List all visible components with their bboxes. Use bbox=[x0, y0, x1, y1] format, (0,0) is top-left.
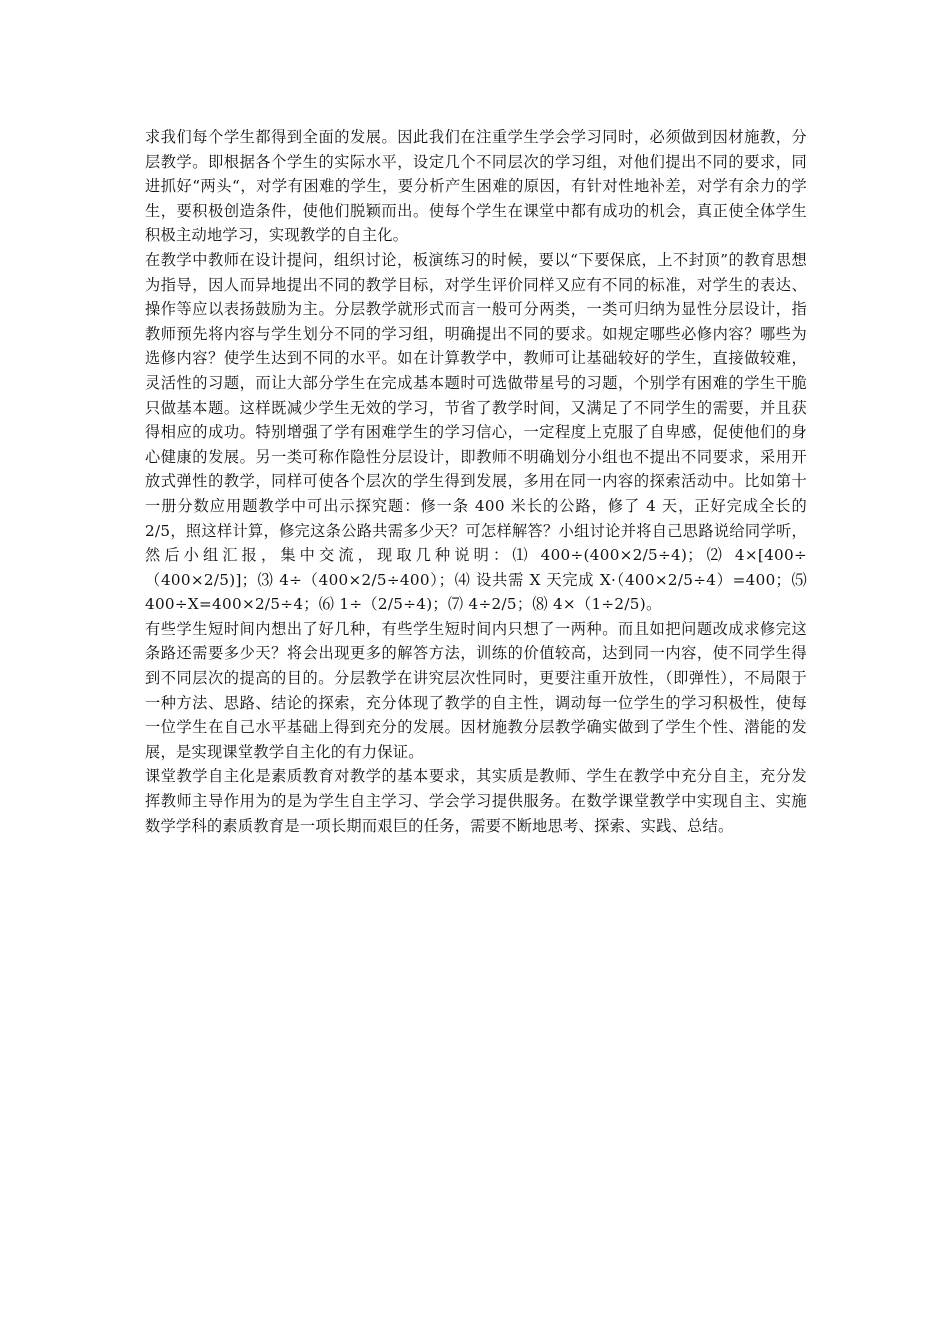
paragraph-layered-design-methods: 在教学中教师在设计提问，组织讨论，板演练习的时候，要以“下要保底，上不封顶”的教育思想为指导，因人而异地提出不同的教学目标，对学生评价同样又应有不同的标准，对学生的表达、操作等应以表扬鼓励为主。分层教学就形式而言一般可分两类，一类可归纳为显性分层设计，指教师预先将内容与学生划分不同的学习组，明确提出不同的要求。如规定哪些必修内容？哪些为选修内容？使学生达到不同的水平。如在计算教学中，教师可让基础较好的学生，直接做较难，灵活性的习题，而让大部分学生在完成基本题时可选做带星号的习题，个别学有困难的学生干脆只做基本题。这样既减少学生无效的学习，节省了教学时间，又满足了不同学生的需要，并且获得相应的成功。特别增强了学有困难学生的学习信心，一定程度上克服了自卑感，促使他们的身心健康的发展。另一类可称作隐性分层设计，即教师不明确划分小组也不提出不同要求，采用开放式弹性的教学，同样可使各个层次的学生得到发展，多用在同一内容的探索活动中。比如第十一册分数应用题教学中可出示探究题：修一条 400 米长的公路，修了 4 天，正好完成全长的 2/5，照这样计算，修完这条公路共需多少天？可怎样解答？小组讨论并将自己思路说给同学听，然后小组汇报，集中交流，现取几种说明：⑴ 400÷(400×2/5÷4)；⑵ 4×[400÷（400×2/5)]；⑶ 4÷（400×2/5÷400）；⑷ 设共需 X 天完成 X·（400×2/5÷4）=400；⑸ 400÷X=400×2/5÷4；⑹ 1÷（2/5÷4)；⑺ 4÷2/5；⑻ 4×（1÷2/5)。 bbox=[145, 250, 807, 614]
paragraph-open-solutions-benefits: 有些学生短时间内想出了好几种，有些学生短时间内只想了一两种。而且如把问题改成求修完这条路还需要多少天？将会出现更多的解答方法，训练的价值较高，达到同一内容，使不同学生得到不同层次的提高的目的。分层教学在讲究层次性同时，更要注重开放性，（即弹性），不局限于一种方法、思路、结论的探索，充分体现了教学的自主性，调动每一位学生的学习积极性，使每一位学生在自己水平基础上得到充分的发展。因材施教分层教学确实做到了学生个性、潜能的发展，是实现课堂教学自主化的有力保证。 bbox=[145, 619, 807, 761]
document-body bbox=[145, 125, 807, 838]
paragraph-differentiated-teaching-intro: 求我们每个学生都得到全面的发展。因此我们在注重学生学会学习同时，必须做到因材施教，分层教学。即根据各个学生的实际水平，设定几个不同层次的学习组，对他们提出不同的要求，同进抓好“两头“，对学有困难的学生，要分析产生困难的原因，有针对性地补差，对学有余力的学生，要积极创造条件，使他们脱颖而出。使每个学生在课堂中都有成功的机会，真正使全体学生积极主动地学习，实现教学的自主化。 bbox=[145, 128, 807, 245]
paragraph-conclusion: 课堂教学自主化是素质教育对教学的基本要求，其实质是教师、学生在教学中充分自主，充分发挥教师主导作用为的是为学生自主学习、学会学习提供服务。在数学课堂教学中实现自主、实施数学学科的素质教育是一项长期而艰巨的任务，需要不断地思考、探索、实践、总结。 bbox=[145, 767, 807, 835]
